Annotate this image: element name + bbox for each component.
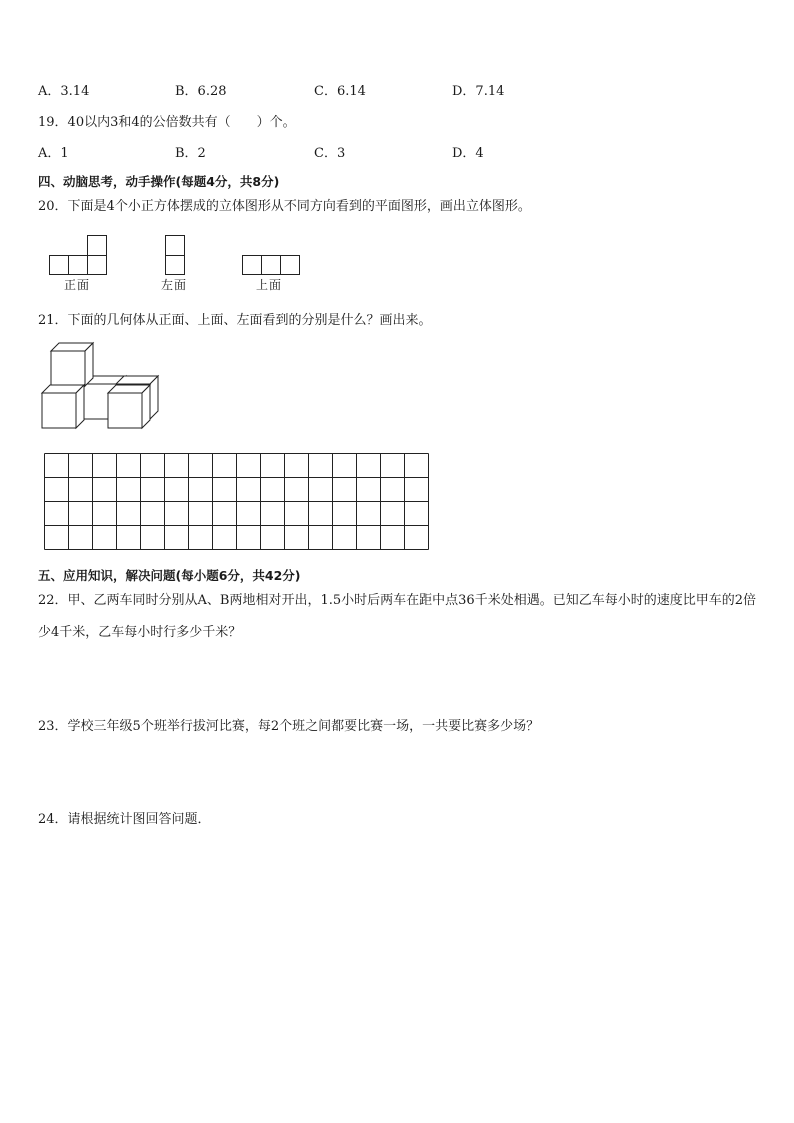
q19-option-d: D．4 <box>452 146 484 161</box>
q19-option-c: C．3 <box>314 146 346 161</box>
q21-drawing-grid[interactable] <box>44 453 432 553</box>
q19-option-a: A．1 <box>38 146 69 161</box>
q19-options <box>38 146 738 162</box>
left-view-figure <box>164 234 188 276</box>
top-view-figure <box>241 254 303 276</box>
q21-question: 21．下面的几何体从正面、上面、左面看到的分别是什么？画出来。 <box>38 313 432 328</box>
q19-option-b: B．2 <box>175 146 206 161</box>
front-view-figure <box>48 234 110 276</box>
q18-option-c: C．6.14 <box>314 84 366 99</box>
q18-option-b: B．6.28 <box>175 84 227 99</box>
section-5-title: 五、应用知识，解决问题(每小题6分，共42分) <box>38 568 301 583</box>
q22-question: 22．甲、乙两车同时分别从A、B两地相对开出，1.5小时后两车在距中点36千米处相遇。已知乙车每小时的速度比甲车的2倍少4千米，乙车每小时行多少千米？ <box>38 593 756 640</box>
top-view-label: 上面 <box>256 278 283 292</box>
q21-cube-figure <box>38 340 164 432</box>
q18-options <box>38 84 738 100</box>
q24-question: 24．请根据统计图回答问题． <box>38 812 211 827</box>
q19-question: 19．40以内3和4的公倍数共有（ ）个。 <box>38 115 296 130</box>
section-4-title: 四、动脑思考，动手操作(每题4分，共8分) <box>38 174 280 189</box>
q20-question: 20．下面是4个小正方体摆成的立体图形从不同方向看到的平面图形，画出立体图形。 <box>38 199 531 214</box>
left-view-label: 左面 <box>161 278 188 292</box>
q18-option-d: D．7.14 <box>452 84 505 99</box>
front-view-label: 正面 <box>64 278 91 292</box>
q18-option-a: A．3.14 <box>38 84 90 99</box>
q23-question: 23．学校三年级5个班举行拔河比赛，每2个班之间都要比赛一场，一共要比赛多少场？ <box>38 719 540 734</box>
